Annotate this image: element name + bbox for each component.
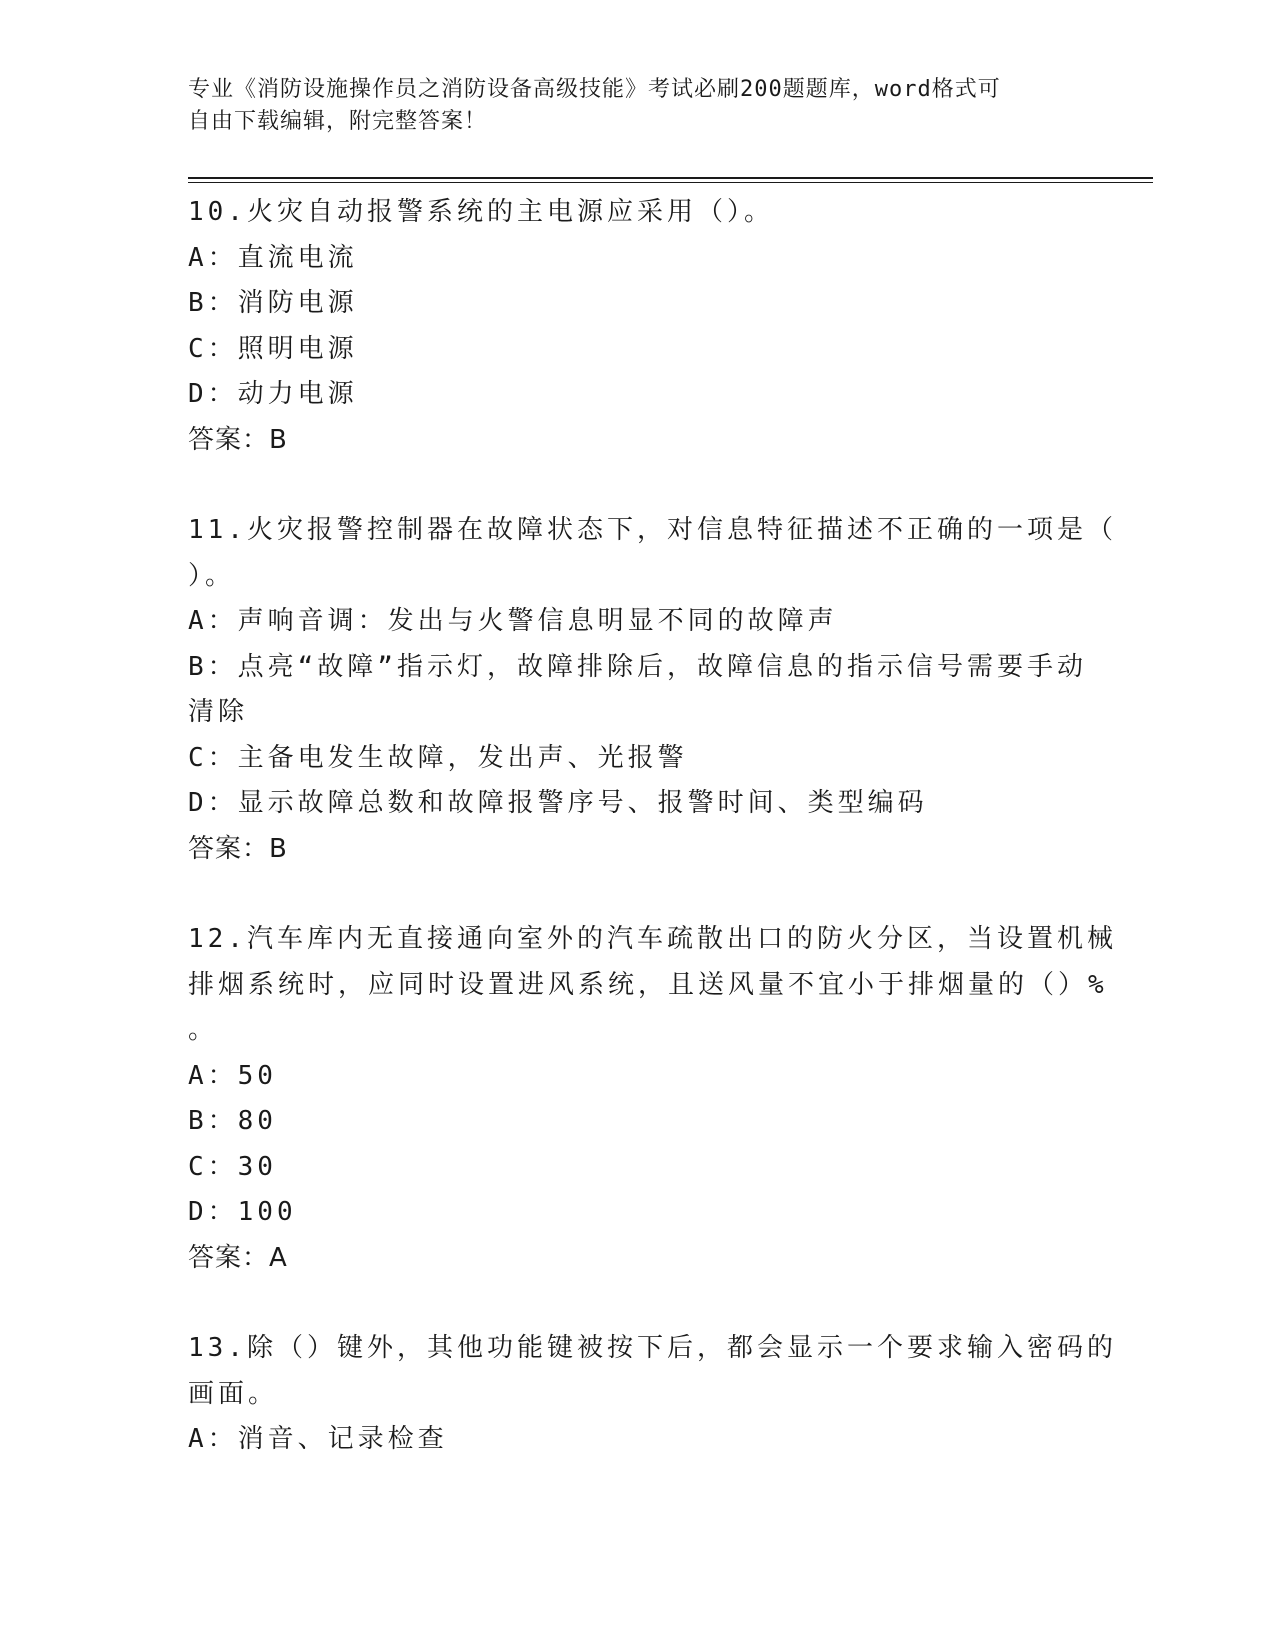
answer-line: 答案：B (188, 833, 288, 864)
question-list (188, 190, 1117, 1508)
option-line: 清除 (188, 697, 249, 727)
option-line: A：直流电流 (188, 242, 358, 273)
header-rule-thick (188, 177, 1153, 179)
question-stem-line: 画面。 (188, 1378, 279, 1409)
question-stem-line: 。 (188, 1015, 219, 1045)
question-block (188, 1326, 1117, 1463)
question-stem-line: 11.火灾报警控制器在故障状态下，对信息特征描述不正确的一项是（ (188, 515, 1117, 545)
question-stem-line: 10.火灾自动报警系统的主电源应采用（）。 (188, 197, 774, 227)
question-stem-line: 13.除（）键外，其他功能键被按下后，都会显示一个要求输入密码的 (188, 1333, 1117, 1363)
option-line: A：50 (188, 1060, 277, 1091)
question-block (188, 917, 1117, 1281)
option-line: B：点亮“故障”指示灯，故障排除后，故障信息的指示信号需要手动 (188, 651, 1087, 682)
question-block (188, 190, 1088, 463)
header-line-2: 自由下载编辑，附完整答案！ (188, 109, 488, 134)
option-line: C：30 (188, 1151, 277, 1182)
option-line: B：80 (188, 1106, 277, 1136)
header-line-1: 专业《消防设施操作员之消防设备高级技能》考试必刷200题题库，word格式可 (188, 77, 1001, 102)
answer-line: 答案：A (188, 1242, 288, 1273)
option-line: A：声响音调：发出与火警信息明显不同的故障声 (188, 606, 838, 636)
option-line: D：动力电源 (188, 379, 358, 409)
header-rule-thin (188, 182, 1153, 183)
option-line: A：消音、记录检查 (188, 1424, 448, 1454)
option-line: D：显示故障总数和故障报警序号、报警时间、类型编码 (188, 788, 928, 818)
option-line: D：100 (188, 1197, 297, 1227)
document-header (188, 74, 1088, 138)
option-line: C：照明电源 (188, 333, 358, 364)
question-stem-line: 12.汽车库内无直接通向室外的汽车疏散出口的防火分区，当设置机械 (188, 924, 1117, 954)
option-line: B：消防电源 (188, 288, 358, 318)
question-stem-line: 排烟系统时，应同时设置进风系统，且送风量不宜小于排烟量的（）% (188, 969, 1108, 1000)
question-block (188, 508, 1117, 872)
option-line: C：主备电发生故障，发出声、光报警 (188, 742, 688, 773)
answer-line: 答案：B (188, 424, 288, 455)
question-stem-line: ）。 (188, 560, 236, 591)
